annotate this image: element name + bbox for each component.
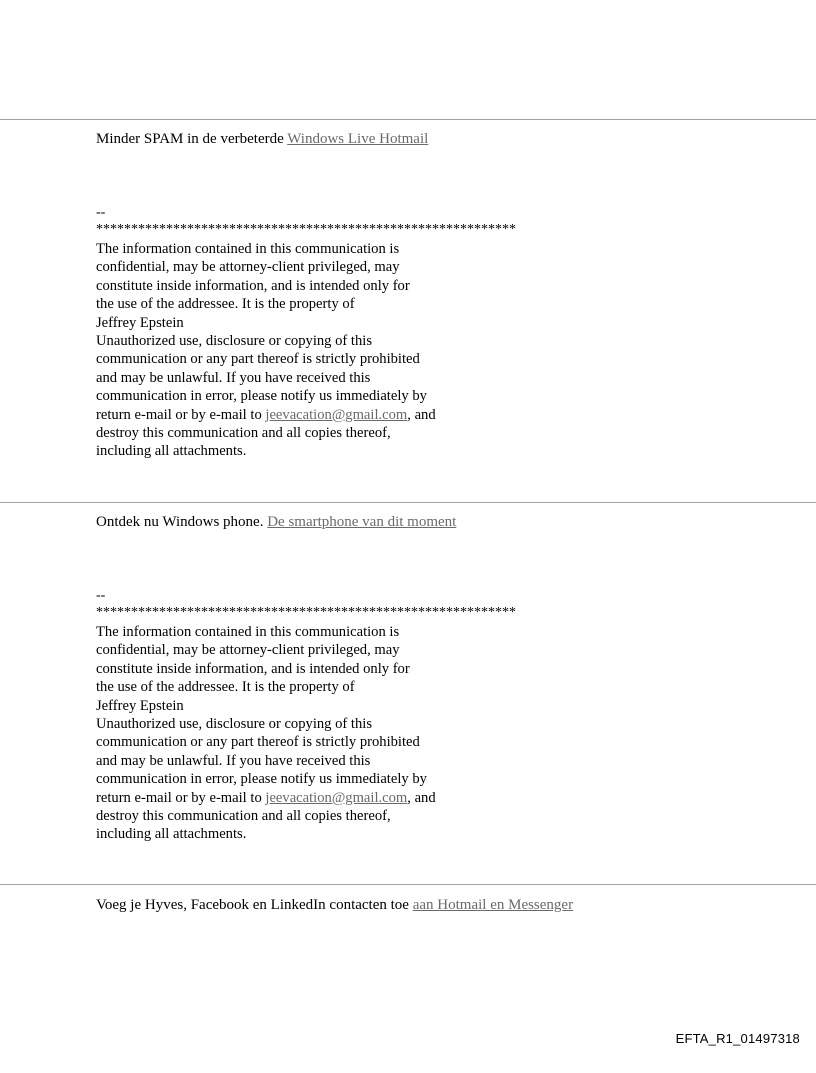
- promo-line: [96, 130, 428, 148]
- email-suffix: , and: [407, 789, 436, 806]
- email-suffix: , and: [407, 406, 436, 423]
- disclaimer-line: communication in error, please notify us immediately by: [96, 771, 427, 788]
- promo-text: Minder SPAM in de verbeterde: [96, 131, 288, 147]
- disclaimer-line: constitute inside information, and is intended only for: [96, 660, 410, 677]
- disclaimer-line: the use of the addressee. It is the property of: [96, 296, 355, 313]
- promo-link[interactable]: Windows Live Hotmail: [287, 131, 429, 147]
- confidentiality-disclaimer: [96, 623, 496, 844]
- email-prefix: return e-mail or by e-mail to: [96, 789, 266, 806]
- disclaimer-line: and may be unlawful. If you have received this: [96, 752, 371, 769]
- disclaimer-line: destroy this communication and all copies thereof,: [96, 425, 391, 442]
- disclaimer-line: confidential, may be attorney-client privileged, may: [96, 642, 400, 659]
- document-id-stamp: EFTA_R1_01497318: [675, 1031, 800, 1046]
- disclaimer-line: Unauthorized use, disclosure or copying of this: [96, 716, 373, 733]
- disclaimer-email-line: [96, 789, 496, 807]
- signature-stars: ************************************************************: [96, 222, 516, 237]
- signature-stars: ************************************************************: [96, 605, 516, 620]
- disclaimer-line: constitute inside information, and is intended only for: [96, 277, 410, 294]
- email-link[interactable]: jeevacation@gmail.com: [265, 406, 408, 423]
- signature-dashes: --: [96, 205, 106, 220]
- disclaimer-line: communication or any part thereof is strictly prohibited: [96, 351, 420, 368]
- promo-text: Voeg je Hyves, Facebook en LinkedIn contacten toe: [96, 897, 413, 913]
- disclaimer-line: the use of the addressee. It is the property of: [96, 679, 355, 696]
- section-divider: [0, 884, 816, 885]
- section-divider: [0, 119, 816, 120]
- promo-link[interactable]: De smartphone van dit moment: [267, 514, 457, 530]
- disclaimer-line: communication in error, please notify us immediately by: [96, 388, 427, 405]
- promo-text: Ontdek nu Windows phone.: [96, 514, 268, 530]
- promo-link[interactable]: aan Hotmail en Messenger: [412, 897, 574, 913]
- disclaimer-email-line: [96, 406, 496, 424]
- email-prefix: return e-mail or by e-mail to: [96, 406, 266, 423]
- disclaimer-line: and may be unlawful. If you have received this: [96, 369, 371, 386]
- disclaimer-line: confidential, may be attorney-client privileged, may: [96, 259, 400, 276]
- promo-line: [96, 513, 456, 531]
- disclaimer-line: Unauthorized use, disclosure or copying of this: [96, 333, 373, 350]
- disclaimer-line: The information contained in this communication is: [96, 241, 400, 257]
- promo-line: [96, 896, 573, 914]
- section-divider: [0, 502, 816, 503]
- disclaimer-line: Jeffrey Epstein: [96, 314, 184, 331]
- disclaimer-line: including all attachments.: [96, 443, 247, 460]
- disclaimer-line: The information contained in this communication is: [96, 624, 400, 640]
- confidentiality-disclaimer: [96, 240, 496, 461]
- disclaimer-line: including all attachments.: [96, 826, 247, 843]
- email-link[interactable]: jeevacation@gmail.com: [265, 789, 408, 806]
- disclaimer-line: Jeffrey Epstein: [96, 697, 184, 714]
- signature-dashes: --: [96, 588, 106, 603]
- disclaimer-line: destroy this communication and all copies thereof,: [96, 808, 391, 825]
- disclaimer-line: communication or any part thereof is strictly prohibited: [96, 734, 420, 751]
